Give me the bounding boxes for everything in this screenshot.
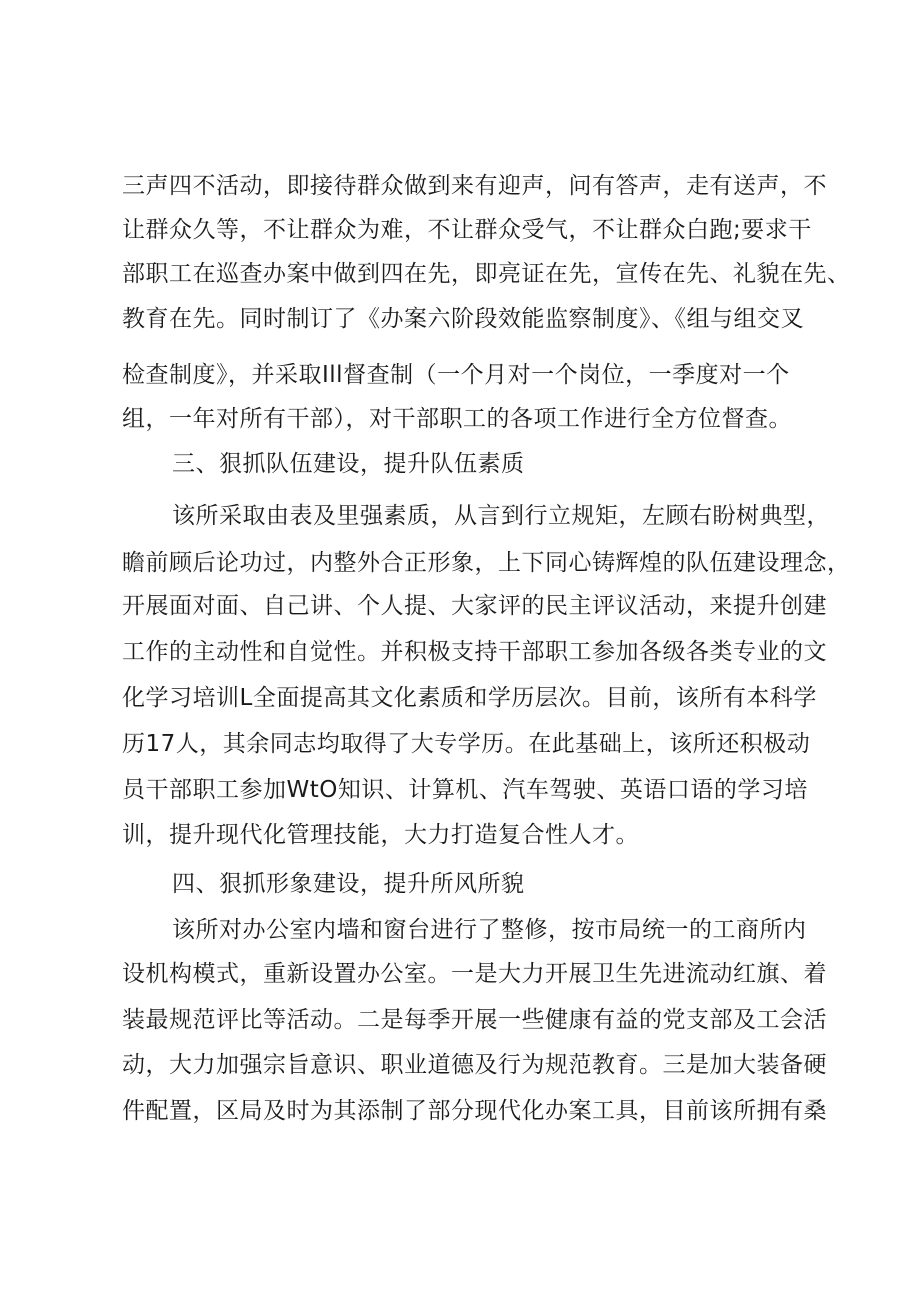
text-line: 开展面对面、自己讲、个人提、大家评的民主评议活动，来提升创建	[122, 593, 827, 619]
text-line: 瞻前顾后论功过，内整外合正形象，上下同心铸辉煌的队伍建设理念，	[122, 550, 851, 576]
text-line: 三声四不活动，即接待群众做到来有迎声，问有答声，走有送声，不	[122, 173, 827, 199]
text-line: 工作的主动性和自觉性。并积极支持干部职工参加各级各类专业的文	[122, 639, 827, 665]
text-line: 历17人，其余同志均取得了大专学历。在此基础上，该所还积极动	[122, 731, 811, 757]
text-line: 化学习培训L全面提高其文化素质和学历层次。目前，该所有本科学	[122, 685, 817, 711]
text-line: 教育在先。同时制订了《办案六阶段效能监察制度》、《组与组交叉	[122, 306, 804, 332]
text-line: 件配置，区局及时为其添制了部分现代化办案工具，目前该所拥有桑	[122, 1098, 827, 1124]
text-line: 动，大力加强宗旨意识、职业道德及行为规范教育。三是加大装备硬	[122, 1052, 827, 1078]
text-line: 检查制度》，并采取Ill督查制（一个月对一个岗位，一季度对一个	[122, 362, 790, 388]
text-line: 装最规范评比等活动。二是每季开展一些健康有益的党支部及工会活	[122, 1007, 827, 1033]
text-line: 该所采取由表及里强素质，从言到行立规矩，左顾右盼树典型，	[172, 503, 830, 529]
text-line: 让群众久等，不让群众为难，不让群众受气，不让群众白跑;要求干	[122, 217, 812, 243]
text-line: 组，一年对所有干部），对干部职工的各项工作进行全方位督查。	[122, 406, 792, 432]
section-heading: 四、狠抓形象建设，提升所风所貌	[172, 871, 525, 897]
text-line: 员干部职工参加WtO知识、计算机、汽车驾驶、英语口语的学习培	[122, 777, 808, 803]
text-line: 训，提升现代化管理技能，大力打造复合性人才。	[122, 822, 639, 848]
text-line: 该所对办公室内墙和窗台进行了整修，按市局统一的工商所内	[172, 917, 807, 943]
text-line: 部职工在巡查办案中做到四在先，即亮证在先，宣传在先、礼貌在先、	[122, 261, 851, 287]
text-line: 设机构模式，重新设置办公室。一是大力开展卫生先进流动红旗、着	[122, 961, 827, 987]
section-heading: 三、狠抓队伍建设，提升队伍素质	[172, 451, 525, 477]
